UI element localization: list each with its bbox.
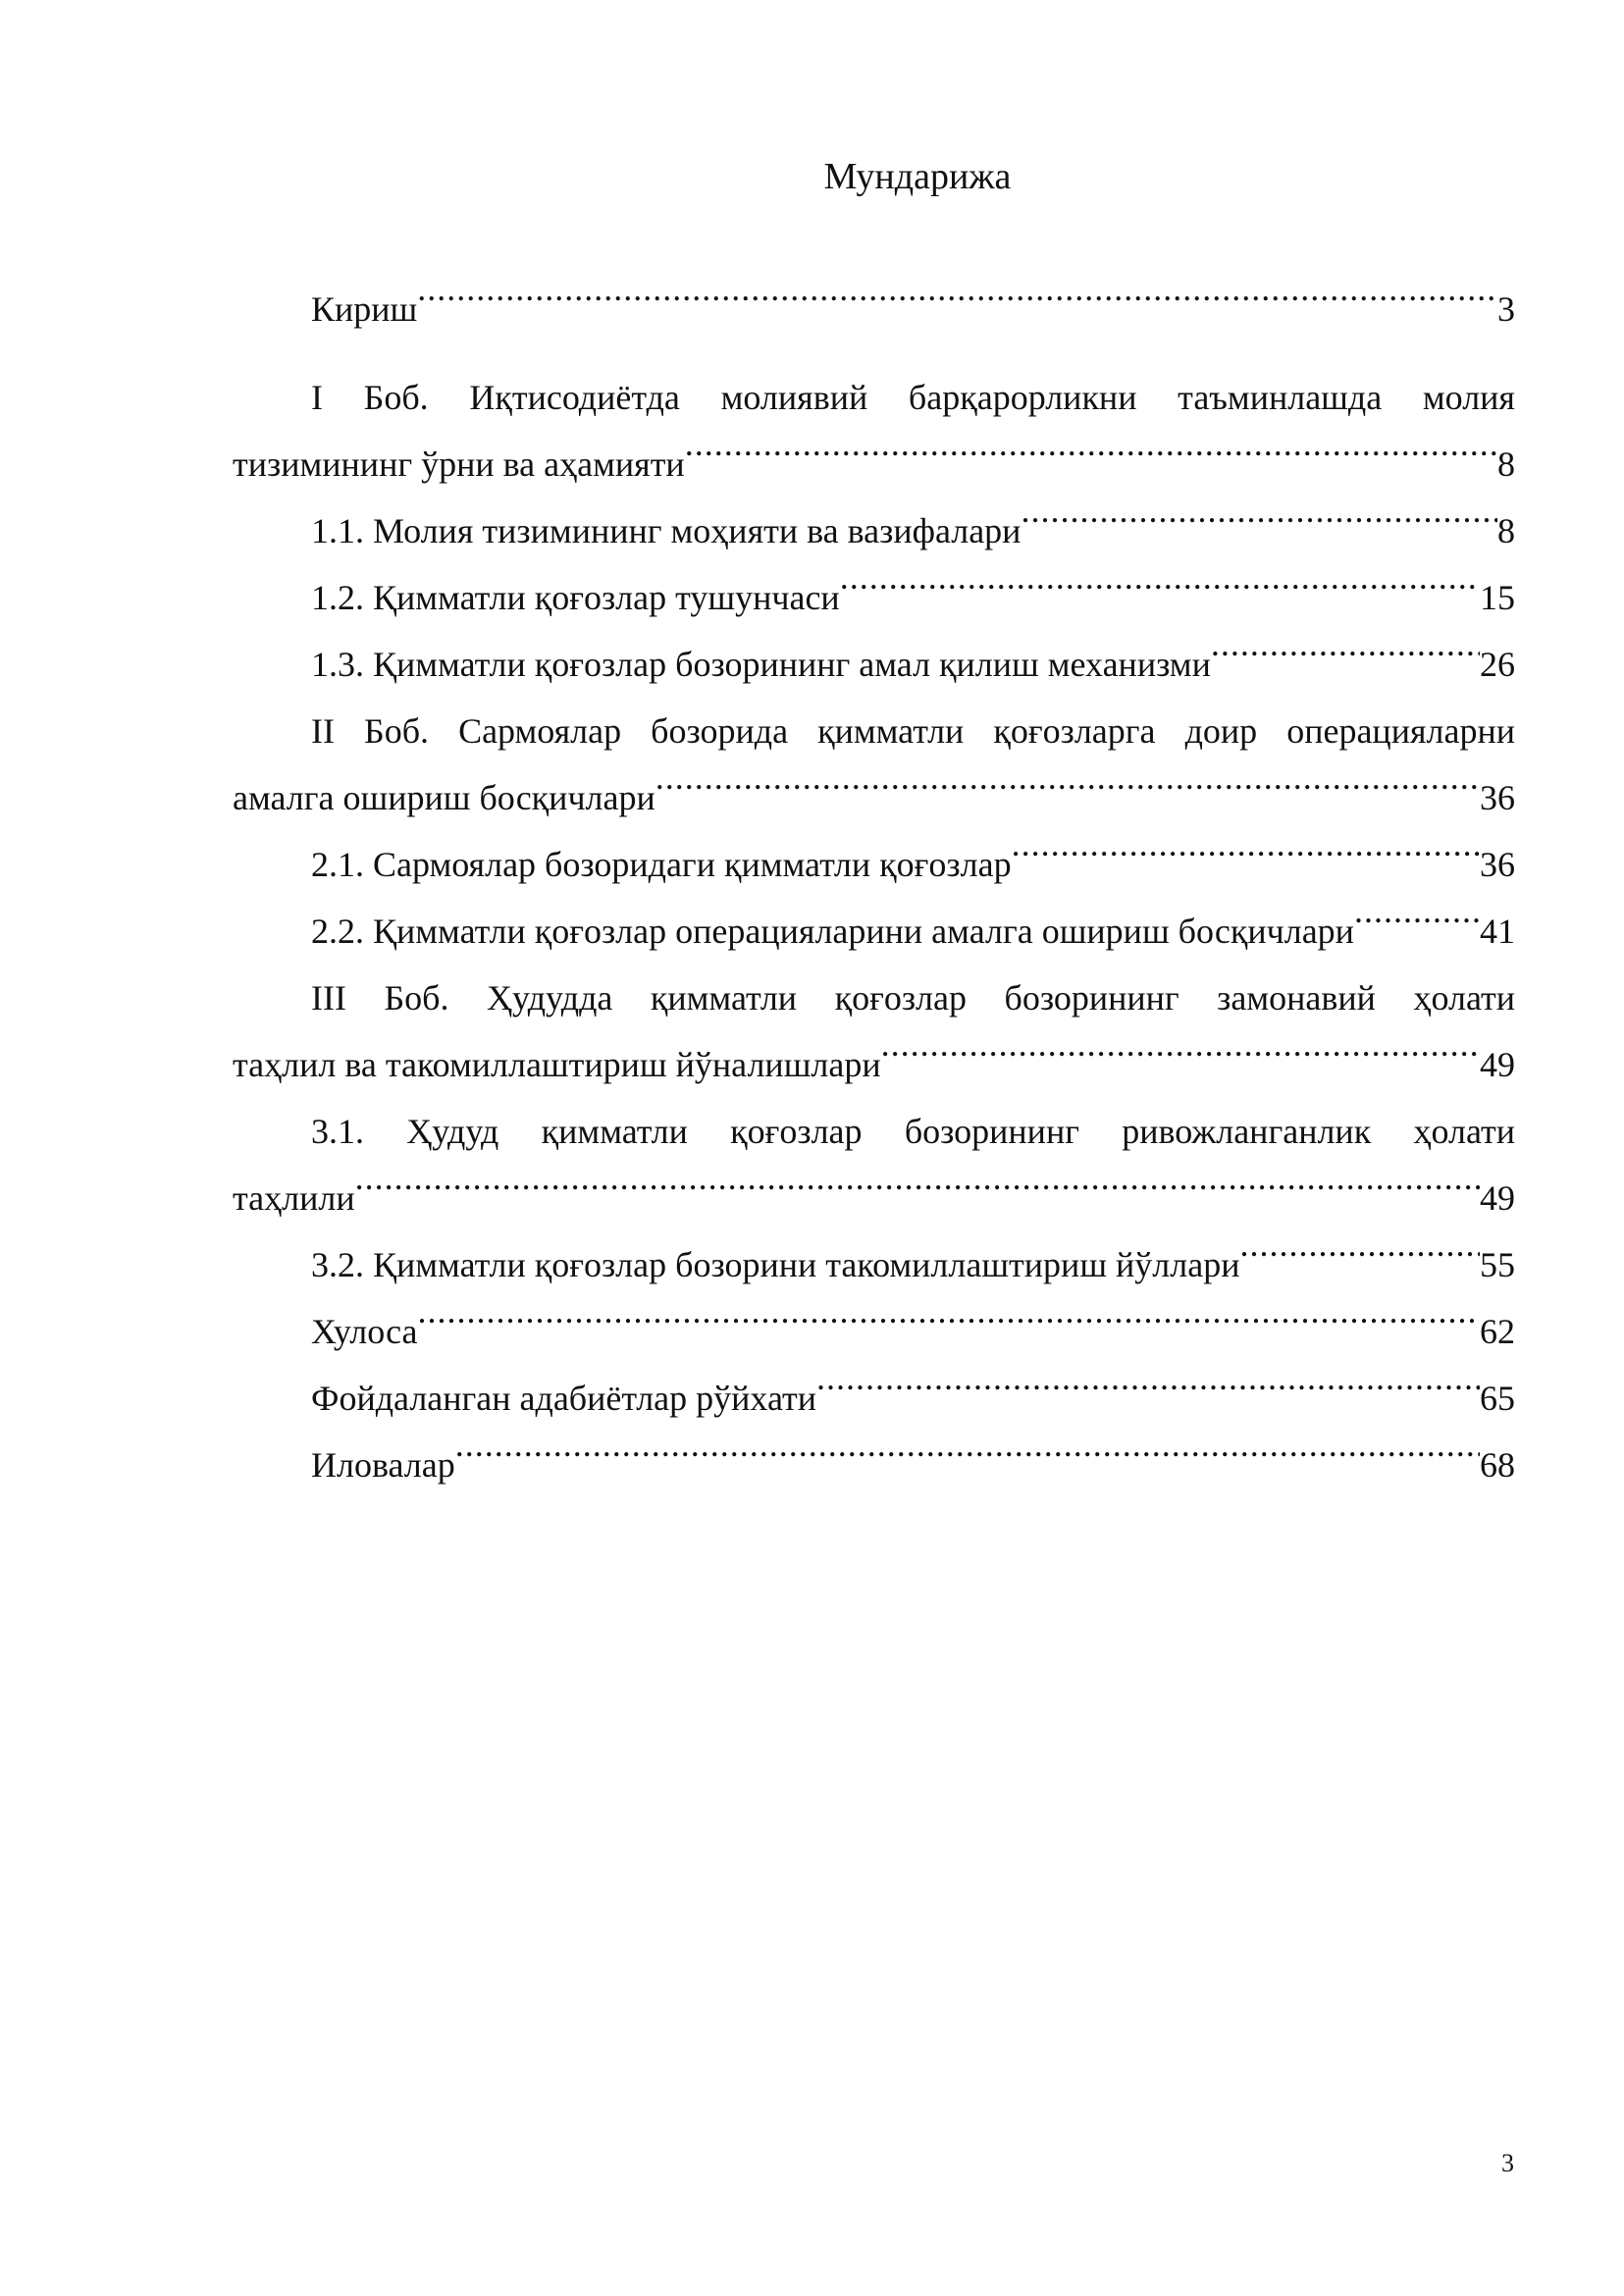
toc-leader-dots <box>355 1171 1480 1210</box>
toc-entry <box>233 1032 1515 1099</box>
toc-entry-label: Хулоса <box>311 1312 418 1351</box>
toc-leader-dots <box>1239 1237 1480 1277</box>
toc-entry-page: 36 <box>1480 845 1515 884</box>
toc-entry-page: 41 <box>1480 912 1515 951</box>
toc-entry <box>233 632 1515 699</box>
toc-entry-label: 1.2. Қимматли қоғозлар тушунчаси <box>311 578 840 617</box>
page-title: Мундарижа <box>823 156 1012 197</box>
toc-leader-dots <box>1354 904 1480 943</box>
toc-entry-label: тизимининг ўрни ва аҳамияти <box>233 444 685 484</box>
toc-entry <box>233 1299 1515 1366</box>
toc-entry <box>233 899 1515 965</box>
toc-chapter-heading: I Боб. Иқтисодиётда молиявий барқарорликни таъминлашда молия <box>311 378 1515 417</box>
toc-entry <box>233 432 1515 498</box>
toc-entry <box>233 832 1515 899</box>
toc-entry-page: 3 <box>1497 289 1515 329</box>
toc-entry-label: таҳлили <box>233 1178 355 1218</box>
toc-chapter-heading: II Боб. Сармоялар бозорида қимматли қоғозларга доир операцияларни <box>311 711 1515 751</box>
toc-entry-label: таҳлил ва такомиллаштириш йўналишлари <box>233 1045 881 1084</box>
toc-entry <box>233 565 1515 632</box>
toc-entry-page: 15 <box>1480 578 1515 617</box>
toc-entry-label: Кириш <box>311 289 418 329</box>
toc-entry-page: 49 <box>1480 1178 1515 1218</box>
toc-leader-dots <box>455 1437 1480 1477</box>
toc-entry-label: Иловалар <box>311 1445 455 1485</box>
table-of-contents <box>233 277 1515 1499</box>
page-number: 3 <box>1501 2149 1514 2177</box>
toc-entry-page: 36 <box>1480 778 1515 817</box>
toc-leader-dots <box>881 1037 1480 1076</box>
toc-entry-page: 49 <box>1480 1045 1515 1084</box>
toc-leader-dots <box>840 570 1480 609</box>
toc-entry <box>233 498 1515 565</box>
toc-entry <box>233 1433 1515 1499</box>
toc-leader-dots <box>418 1304 1480 1343</box>
toc-entry-label: амалга ошириш босқичлари <box>233 778 655 817</box>
toc-leader-dots <box>1021 503 1497 543</box>
toc-section-heading: 3.1. Ҳудуд қимматли қоғозлар бозорининг ривожланганлик ҳолати <box>311 1112 1515 1151</box>
toc-entry-label: 3.2. Қимматли қоғозлар бозорини такомиллаштириш йўллари <box>311 1245 1240 1284</box>
toc-entry-label: 2.1. Сармоялар бозоридаги қимматли қоғозлар <box>311 845 1012 884</box>
toc-entry-page: 68 <box>1480 1445 1515 1485</box>
toc-entry-page: 65 <box>1480 1379 1515 1418</box>
toc-entry-label: 1.3. Қимматли қоғозлар бозорининг амал қилиш механизми <box>311 645 1211 684</box>
toc-entry-page: 62 <box>1480 1312 1515 1351</box>
toc-entry-page: 8 <box>1497 511 1515 550</box>
toc-entry <box>233 765 1515 832</box>
toc-leader-dots <box>1012 837 1480 876</box>
toc-entry-page: 8 <box>1497 444 1515 484</box>
toc-entry-label: Фойдаланган адабиётлар рўйхати <box>311 1379 816 1418</box>
toc-entry <box>233 1166 1515 1232</box>
toc-leader-dots <box>417 282 1497 321</box>
toc-leader-dots <box>685 437 1497 476</box>
toc-entry <box>233 277 1515 343</box>
toc-leader-dots <box>655 770 1480 809</box>
toc-entry-label: 2.2. Қимматли қоғозлар операцияларини амалга ошириш босқичлари <box>311 912 1354 951</box>
toc-entry-page: 26 <box>1480 645 1515 684</box>
toc-leader-dots <box>1211 637 1480 676</box>
toc-entry <box>233 1366 1515 1433</box>
toc-entry <box>233 1232 1515 1299</box>
toc-entry-label: 1.1. Молия тизимининг моҳияти ва вазифалари <box>311 511 1022 550</box>
toc-leader-dots <box>816 1371 1480 1410</box>
toc-chapter-heading: III Боб. Ҳудудда қимматли қоғозлар бозорининг замонавий ҳолати <box>311 978 1515 1018</box>
toc-entry-page: 55 <box>1480 1245 1515 1284</box>
